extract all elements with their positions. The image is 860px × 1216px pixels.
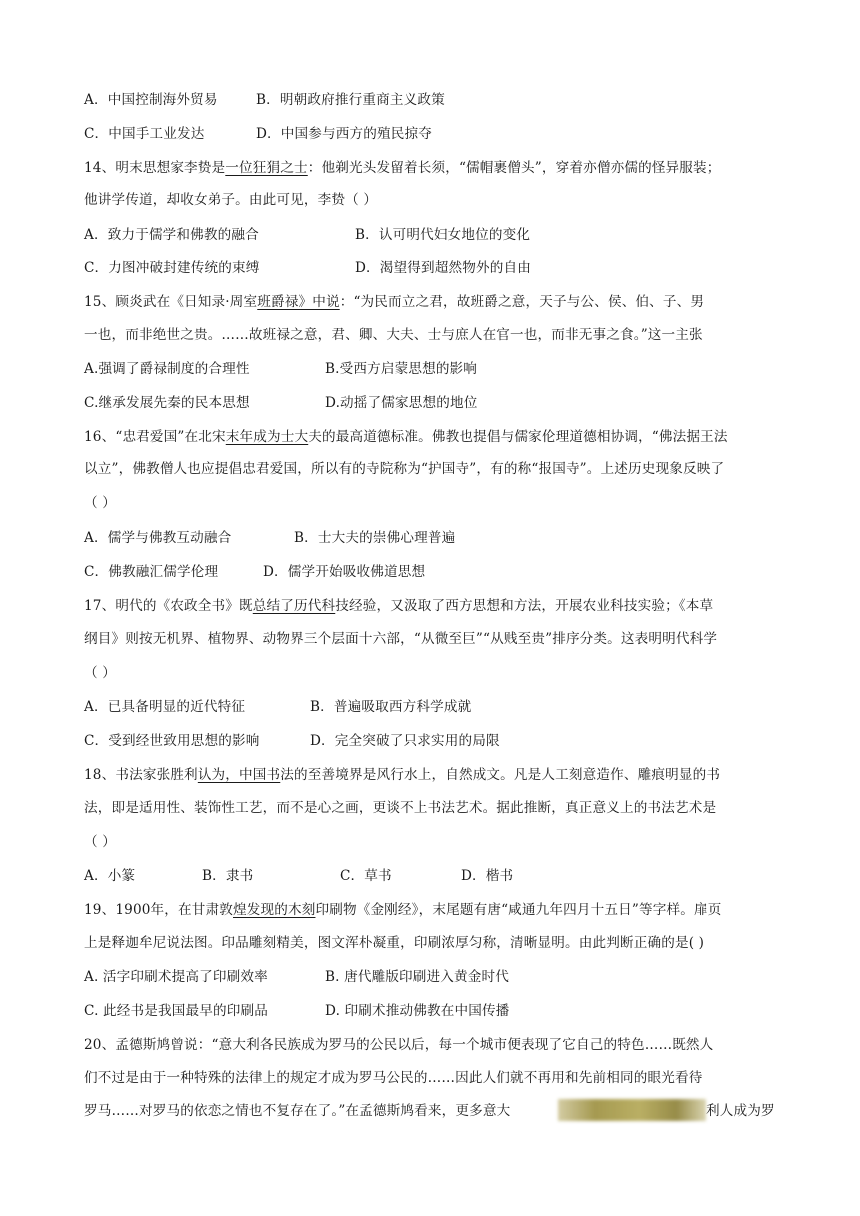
q19-option-c: C. 此经书是我国最早的印刷品 [84, 1003, 268, 1019]
q19-stem-underlined: 煌发现的木刻 [233, 902, 316, 918]
q14-option-b: B．认可明代妇女地位的变化 [355, 227, 531, 243]
q14-stem-line-2: 他讲学传道，却收女弟子。由此可见，李贽（ ） [84, 192, 378, 208]
q20-stem-text-a: 罗马……对罗马的依恋之情也不复存在了。”在孟德斯鸠看来，更多意大 [84, 1103, 511, 1119]
redaction-blur [558, 1099, 706, 1121]
q18-stem-line-1 [84, 765, 794, 785]
q13-options-row-1 [84, 90, 794, 110]
q15-stem-underlined: 班爵禄》中说 [257, 294, 340, 310]
q16-options-row-2 [84, 562, 794, 582]
q14-options-row-1 [84, 225, 794, 245]
q17-stem-underlined: 总结了历代科 [252, 598, 336, 614]
q15-options-row-1 [84, 359, 794, 379]
q15-stem-text-a: 15、顾炎武在《日知录·周室 [84, 294, 258, 310]
q16-options-row-1 [84, 528, 794, 548]
q19-option-b: B. 唐代雕版印刷进入黄金时代 [325, 969, 510, 985]
q16-stem-line-1 [84, 427, 794, 447]
q14-option-d: D．渴望得到超然物外的自由 [355, 260, 531, 276]
q17-stem-line-2: 纲目》则按无机界、植物界、动物界三个层面十六部，“从微至巨”“从贱至贵”排序分类。这表明明代科学 [84, 631, 718, 647]
q15-option-c: C.继承发展先秦的民本思想 [84, 395, 250, 411]
q18-stem-underlined: 认为，中国书 [197, 767, 281, 783]
q14-options-row-2 [84, 258, 794, 278]
q13-option-a: A．中国控制海外贸易 [84, 92, 218, 108]
q14-option-a: A．致力于儒学和佛教的融合 [84, 227, 259, 243]
q18-stem-text-b: 法的至善境界是风行水上，自然成文。凡是人工刻意造作、雕痕明显的书 [280, 767, 721, 783]
q16-stem-text-b: 夫的最高道德标准。佛教也提倡与儒家伦理道德相协调，“佛法据王法 [308, 429, 728, 445]
q20-stem-line-1: 20、孟德斯鸠曾说：“意大利各民族成为罗马的公民以后，每一个城市便表现了它自己的特色……既然人 [84, 1037, 714, 1053]
q17-stem-text-a: 17、明代的《农政全书》既 [84, 598, 253, 614]
q16-option-b: B．士大夫的崇佛心理普遍 [294, 530, 456, 546]
q18-options-row [84, 866, 794, 886]
q18-option-d: D．楷书 [461, 868, 514, 884]
q19-stem-line-1 [84, 900, 794, 920]
q19-stem-text-a: 19、1900年，在甘肃敦 [84, 902, 233, 918]
q17-options-row-2 [84, 731, 794, 751]
q14-stem-underlined: 一位狂狷之士 [225, 160, 308, 176]
q18-option-a: A．小篆 [84, 868, 136, 884]
q15-stem-text-b: ：“为民而立之君，故班爵之意，天子与公、侯、伯、子、男 [339, 294, 705, 310]
q14-stem-text-a: 14、明末思想家李贽是 [84, 160, 226, 176]
q16-option-a: A．儒学与佛教互动融合 [84, 530, 232, 546]
q17-option-d: D．完全突破了只求实用的局限 [310, 733, 500, 749]
q15-stem-line-2: 一也，而非绝世之贵。……故班禄之意，君、卿、大夫、士与庶人在官一也，而非无事之食。”这一主张 [84, 327, 703, 343]
q14-stem-text-b: ：他剃光头发留着长须，“儒帽裹僧头”，穿着亦僧亦儒的怪异服装； [307, 160, 721, 176]
q19-option-a: A. 活字印刷术提高了印刷效率 [84, 969, 268, 985]
q17-option-b: B．普遍吸取西方科学成就 [310, 699, 472, 715]
q17-option-c: C．受到经世致用思想的影响 [84, 733, 260, 749]
q19-option-d: D. 印刷术推动佛教在中国传播 [325, 1003, 510, 1019]
q16-answer-blank: （ ） [84, 495, 116, 511]
q19-stem-text-b: 印刷物《金刚经》，末尾题有唐“咸通九年四月十五日”等字样。扉页 [315, 902, 722, 918]
q18-stem-line-2: 法，即是适用性、装饰性工艺，而不是心之画，更谈不上书法艺术。据此推断，真正意义上的书法艺术是 [84, 800, 717, 816]
q17-options-row-1 [84, 697, 794, 717]
q20-stem-line-2: 们不过是由于一种特殊的法律上的规定才成为罗马公民的……因此人们就不再用和先前相同的眼光看待 [84, 1070, 703, 1086]
q19-options-row-2 [84, 1001, 794, 1021]
q19-stem-line-2: 上是释迦牟尼说法图。印品雕刻精美，图文浑朴凝重，印刷浓厚匀称，清晰显明。由此判断正确的是( ) [84, 935, 705, 951]
q14-option-c: C．力图冲破封建传统的束缚 [84, 260, 260, 276]
q15-stem-line-1 [84, 292, 794, 312]
q20-stem-text-b: 利人成为罗 [706, 1103, 775, 1119]
q18-answer-blank: （ ） [84, 834, 116, 850]
q13-option-d: D．中国参与西方的殖民掠夺 [256, 126, 432, 142]
q14-stem-line-1 [84, 158, 794, 178]
q15-option-d: D.动摇了儒家思想的地位 [325, 395, 478, 411]
q17-stem-line-1 [84, 596, 794, 616]
q16-option-d: D．儒学开始吸收佛道思想 [263, 564, 426, 580]
q17-answer-blank: （ ） [84, 665, 116, 681]
q16-option-c: C．佛教融汇儒学伦理 [84, 564, 219, 580]
q18-option-b: B．隶书 [202, 868, 254, 884]
q17-stem-text-b: 技经验，又汲取了西方思想和方法，开展农业科技实验；《本草 [335, 598, 714, 614]
q16-stem-line-2: 以立”，佛教僧人也应提倡忠君爱国，所以有的寺院称为“护国寺”，有的称“报国寺”。上述历史现象反映了 [84, 461, 725, 477]
q13-options-row-2 [84, 124, 794, 144]
q13-option-b: B．明朝政府推行重商主义政策 [256, 92, 445, 108]
q15-options-row-2 [84, 393, 794, 413]
q15-option-b: B.受西方启蒙思想的影响 [325, 361, 478, 377]
q18-option-c: C．草书 [340, 868, 392, 884]
q16-stem-text-a: 16、“忠君爱国”在北宋 [84, 429, 226, 445]
q17-option-a: A．已具备明显的近代特征 [84, 699, 246, 715]
q15-option-a: A.强调了爵禄制度的合理性 [84, 361, 250, 377]
q18-stem-text-a: 18、书法家张胜利 [84, 767, 198, 783]
q16-stem-underlined: 末年成为士大 [225, 429, 309, 445]
q19-options-row-1 [84, 967, 794, 987]
q13-option-c: C．中国手工业发达 [84, 126, 205, 142]
